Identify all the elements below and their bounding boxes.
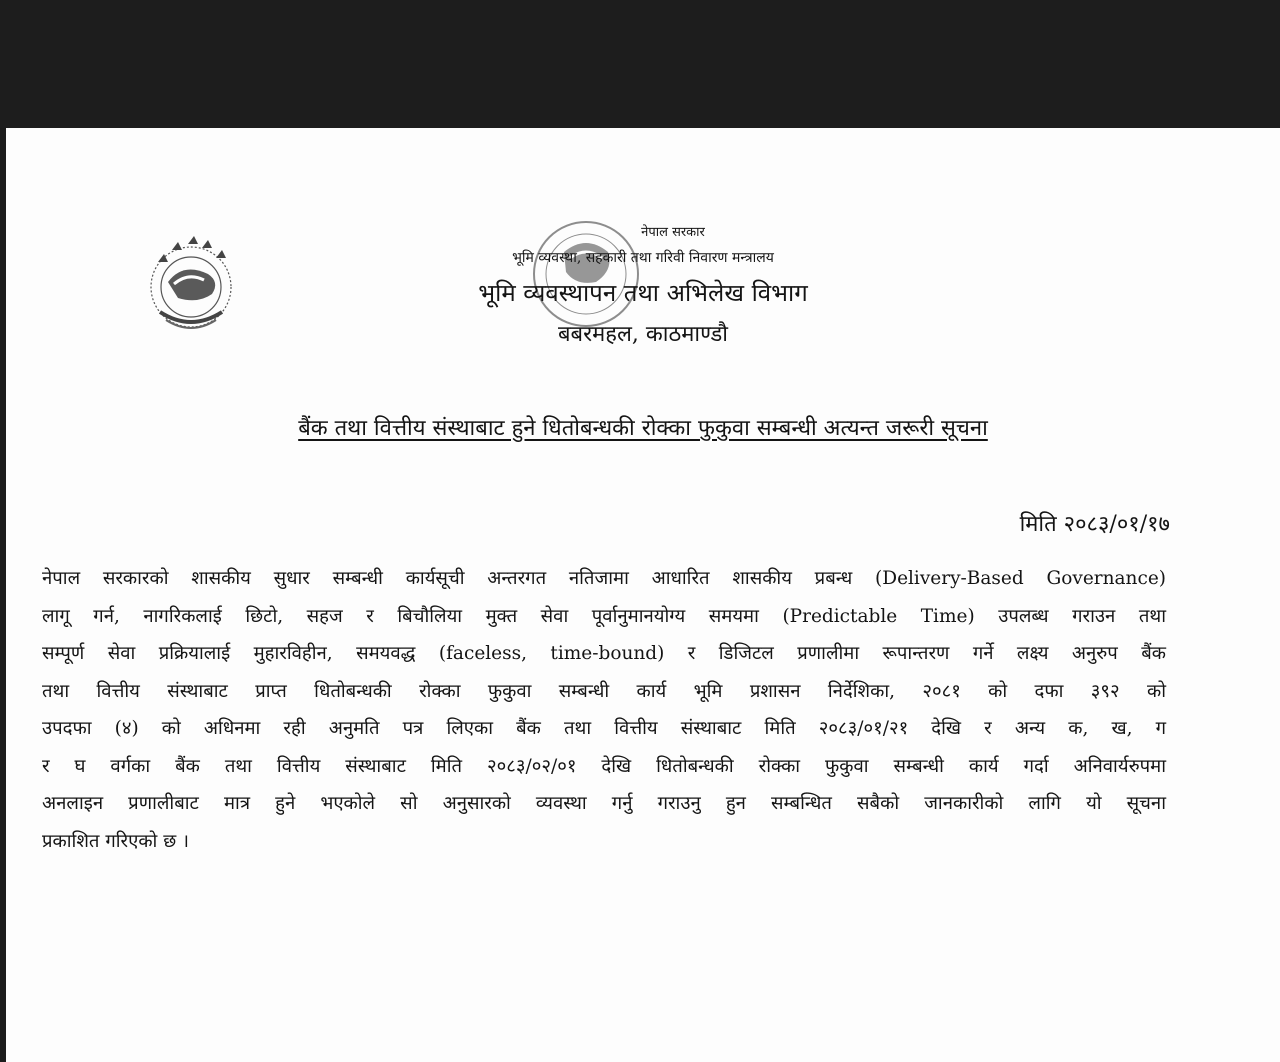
government-name: नेपाल सरकार xyxy=(641,225,705,240)
notice-document xyxy=(6,128,1280,1062)
viewer-top-bar xyxy=(0,0,1280,128)
notice-title: बैंक तथा वित्तीय संस्थाबाट हुने धितोबन्धकी रोक्का फुकुवा सम्बन्धी अत्यन्त जरूरी सूचना xyxy=(298,416,988,441)
ministry-name: भूमि व्यवस्था, सहकारी तथा गरिवी निवारण मन्त्रालय xyxy=(512,250,774,266)
office-location: बबरमहल, काठमाण्डौ xyxy=(557,322,728,347)
body-line: तथा वित्तीय संस्थाबाट प्राप्त धितोबन्धकी रोक्का फुकुवा सम्बन्धी कार्य भूमि प्रशासन निर्देशिका, २०८१ को दफा ३९२ को xyxy=(42,680,1166,702)
department-name: भूमि व्यवस्थापन तथा अभिलेख विभाग xyxy=(478,279,808,307)
notice-body xyxy=(42,560,1166,860)
notice-date: मिति २०८३/०१/१७ xyxy=(1019,512,1170,537)
body-line: अनलाइन प्रणालीबाट मात्र हुने भएकोले सो अनुसारको व्यवस्था गर्नु गराउनु हुन सम्बन्धित सबैको जानकारीको लागि यो सूचना xyxy=(42,793,1166,814)
body-line: सम्पूर्ण सेवा प्रक्रियालाई मुहारविहीन, समयवद्ध (faceless, time-bound) र डिजिटल प्रणालीमा रूपान्तरण गर्ने लक्ष्य अनुरुप बैंक xyxy=(42,643,1166,664)
body-line: प्रकाशित गरिएको छ । xyxy=(42,830,190,852)
body-line: र घ वर्गका बैंक तथा वित्तीय संस्थाबाट मिति २०८३/०२/०१ देखि धितोबन्धकी रोक्का फुकुवा सम्बन्धी कार्य गर्दा अनिवार्यरुपमा xyxy=(42,755,1166,777)
body-line: नेपाल सरकारको शासकीय सुधार सम्बन्धी कार्यसूची अन्तरगत नतिजामा आधारित शासकीय प्रबन्ध (Delivery-Based Governance) xyxy=(42,568,1166,589)
body-line: लागू गर्न, नागरिकलाई छिटो, सहज र बिचौलिया मुक्त सेवा पूर्वानुमानयोग्य समयमा (Predictable Time) उपलब्ध गराउन तथा xyxy=(42,605,1166,627)
body-line: उपदफा (४) को अधिनमा रही अनुमति पत्र लिएका बैंक तथा वित्तीय संस्थाबाट मिति २०८३/०१/२१ देखि र अन्य क, ख, ग xyxy=(42,718,1166,739)
